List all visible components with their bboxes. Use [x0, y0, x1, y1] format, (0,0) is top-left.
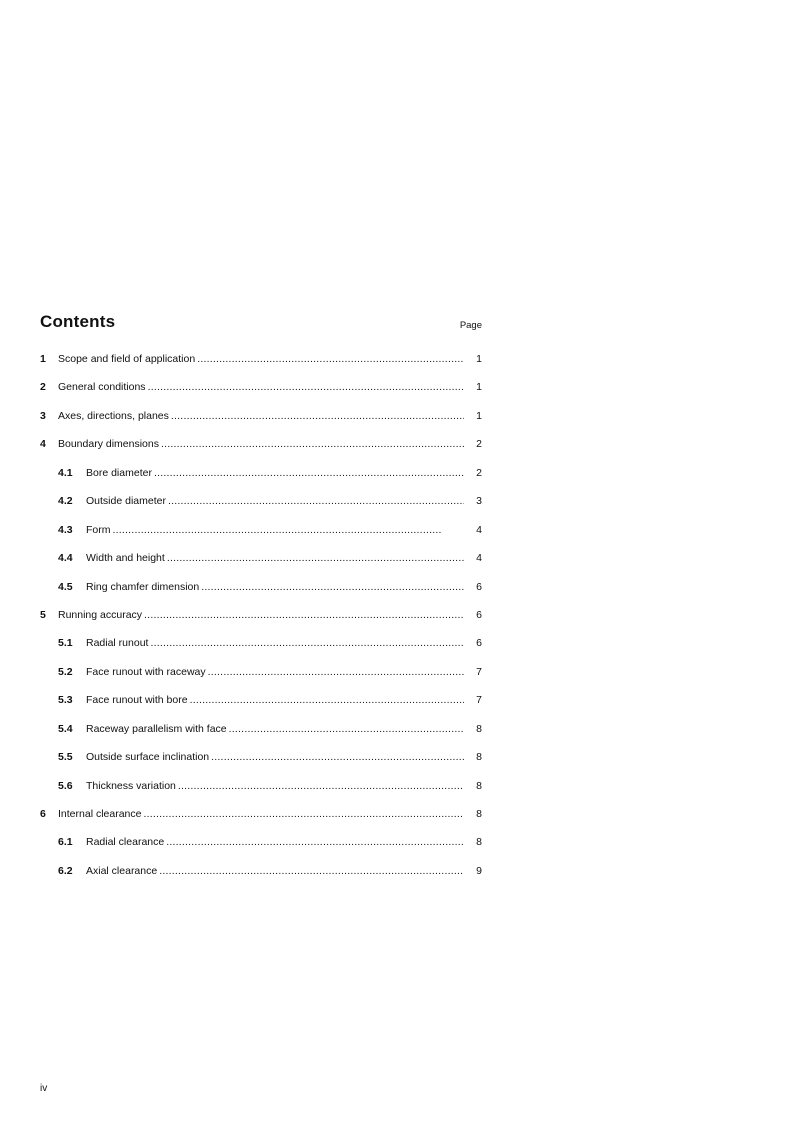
toc-entry-page: 2 — [476, 438, 482, 451]
toc-entry-title: Scope and field of application — [58, 353, 196, 365]
dot-leader — [167, 549, 464, 567]
toc-entry-number: 6.2 — [58, 864, 73, 877]
page-column-heading: Page — [459, 320, 482, 331]
toc-entry-title: Outside diameter — [86, 495, 166, 508]
toc-entry-page: 1 — [476, 409, 482, 422]
toc-entry-number: 6.1 — [58, 836, 73, 849]
toc-entry-page: 3 — [476, 495, 482, 508]
table-of-contents — [40, 350, 482, 890]
toc-entry-page: 7 — [476, 665, 482, 678]
dot-leader — [229, 720, 464, 738]
toc-entry — [40, 748, 482, 776]
footer-page-number: iv — [40, 1083, 48, 1094]
toc-entry-number: 4.4 — [58, 552, 73, 565]
dot-leader — [161, 435, 464, 453]
dot-leader — [197, 350, 464, 368]
dot-leader — [168, 492, 464, 510]
dot-leader — [148, 378, 464, 396]
toc-entry-title: Internal clearance — [58, 808, 142, 820]
toc-entry-page: 9 — [476, 864, 482, 877]
toc-entry-page: 6 — [476, 637, 482, 650]
dot-leader — [166, 833, 464, 851]
toc-entry — [40, 805, 482, 833]
dot-leader — [178, 777, 464, 795]
dot-leader — [144, 606, 464, 624]
toc-entry — [40, 521, 482, 549]
dot-leader — [150, 634, 464, 652]
toc-entry — [40, 378, 482, 406]
toc-entry-title: Boundary dimensions — [58, 438, 159, 451]
toc-entry-title: General conditions — [58, 381, 146, 394]
toc-entry-page: 6 — [476, 608, 482, 621]
toc-entry — [40, 720, 482, 748]
toc-entry-number: 4.2 — [58, 495, 73, 508]
toc-entry-page: 8 — [476, 808, 482, 820]
toc-entry-page: 8 — [476, 836, 482, 849]
toc-entry-number: 5.6 — [58, 779, 73, 792]
toc-entry — [40, 691, 482, 719]
toc-entry — [40, 578, 482, 606]
toc-entry-title: Ring chamfer dimension — [86, 580, 200, 593]
contents-heading: Contents — [40, 312, 116, 331]
toc-entry-page: 2 — [476, 466, 482, 479]
toc-entry-title: Form — [86, 523, 111, 536]
toc-entry-title: Running accuracy — [58, 608, 143, 621]
toc-entry-number: 5.4 — [58, 722, 73, 735]
toc-entry-number: 3 — [40, 409, 46, 422]
dot-leader — [143, 805, 464, 823]
toc-entry-title: Radial runout — [86, 637, 149, 650]
toc-entry-title: Face runout with raceway — [86, 665, 206, 678]
toc-entry — [40, 606, 482, 634]
toc-entry — [40, 464, 482, 492]
toc-entry-title: Width and height — [86, 552, 165, 565]
toc-entry — [40, 492, 482, 520]
toc-entry-number: 5.3 — [58, 694, 73, 707]
toc-entry — [40, 663, 482, 691]
toc-entry-title: Face runout with bore — [86, 694, 188, 707]
toc-entry-page: 8 — [476, 779, 482, 792]
toc-entry-number: 1 — [40, 353, 46, 365]
toc-entry-page: 7 — [476, 694, 482, 707]
toc-entry-number: 5 — [40, 608, 46, 621]
toc-entry-page: 6 — [476, 580, 482, 593]
dot-leader — [211, 748, 464, 766]
toc-entry — [40, 862, 482, 890]
toc-entry-number: 4.3 — [58, 523, 73, 536]
toc-entry-title: Outside surface inclination — [86, 751, 210, 764]
toc-entry — [40, 777, 482, 805]
dot-leader — [171, 407, 464, 425]
toc-entry-page: 4 — [476, 552, 482, 565]
toc-entry — [40, 407, 482, 435]
toc-entry-title: Thickness variation — [86, 779, 176, 792]
dot-leader — [113, 521, 465, 539]
toc-entry — [40, 833, 482, 861]
toc-entry — [40, 549, 482, 577]
toc-entry-number: 4.5 — [58, 580, 73, 593]
toc-entry-title: Axial clearance — [86, 864, 158, 877]
toc-entry-page: 8 — [476, 722, 482, 735]
toc-entry-title: Bore diameter — [86, 466, 152, 479]
toc-entry-title: Axes, directions, planes — [58, 409, 169, 422]
toc-entry-page: 8 — [476, 751, 482, 764]
toc-entry-number: 4 — [40, 438, 46, 451]
toc-entry-number: 2 — [40, 381, 46, 394]
dot-leader — [201, 578, 464, 596]
toc-entry-number: 5.2 — [58, 665, 73, 678]
toc-entry-number: 5.1 — [58, 637, 73, 650]
toc-entry-page: 1 — [476, 381, 482, 394]
toc-entry — [40, 634, 482, 662]
toc-entry — [40, 435, 482, 463]
toc-entry-number: 5.5 — [58, 751, 73, 764]
toc-entry-title: Raceway parallelism with face — [86, 722, 227, 735]
dot-leader — [159, 862, 464, 880]
toc-entry-page: 4 — [476, 523, 482, 536]
dot-leader — [190, 691, 464, 709]
toc-entry-number: 4.1 — [58, 466, 73, 479]
toc-entry-title: Radial clearance — [86, 836, 165, 849]
dot-leader — [154, 464, 464, 482]
dot-leader — [208, 663, 464, 681]
toc-entry-number: 6 — [40, 808, 46, 820]
toc-entry-page: 1 — [476, 353, 482, 365]
toc-entry — [40, 350, 482, 378]
